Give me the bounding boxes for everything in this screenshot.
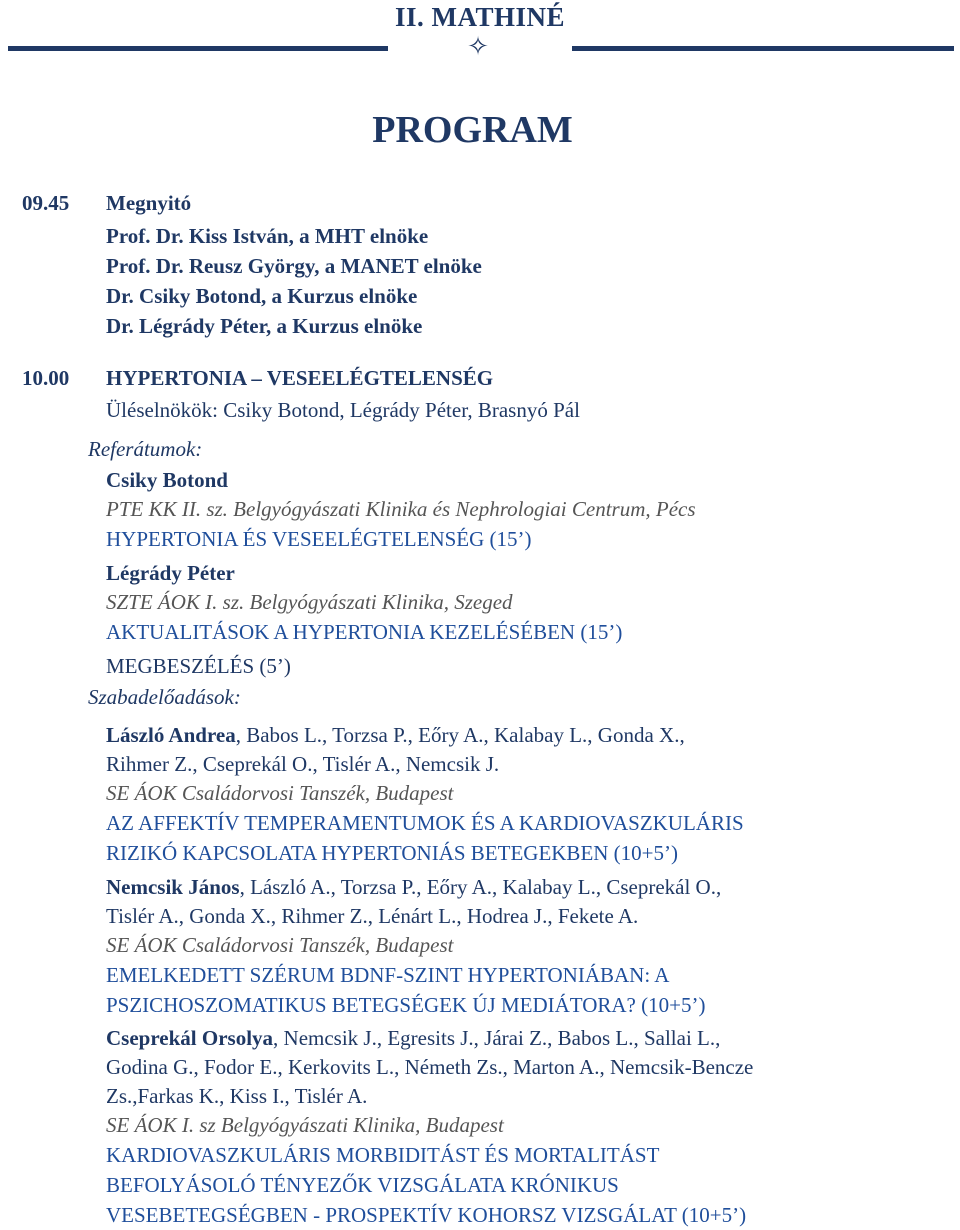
talk3-title-line2: BEFOLYÁSOLÓ TÉNYEZŐK VIZSGÁLATA KRÓNIKUS bbox=[106, 1173, 619, 1197]
talk1-affiliation: SE ÁOK Családorvosi Tanszék, Budapest bbox=[106, 781, 454, 805]
talk3-title-line3: VESEBETEGSÉGBEN - PROSPEKTÍV KOHORSZ VIZSGÁLAT (10+5’) bbox=[106, 1203, 747, 1227]
ref2-title: AKTUALITÁSOK A HYPERTONIA KEZELÉSÉBEN (15’) bbox=[106, 620, 623, 644]
ref1-title: HYPERTONIA ÉS VESEELÉGTELENSÉG (15’) bbox=[106, 527, 532, 551]
opening-speaker-2: Prof. Dr. Reusz György, a MANET elnöke bbox=[106, 254, 482, 278]
talk3-title-line1: KARDIOVASZKULÁRIS MORBIDITÁST ÉS MORTALITÁST bbox=[106, 1143, 660, 1167]
talk1-coauthors: , Babos L., Torzsa P., Eőry A., Kalabay L., Gonda X., bbox=[235, 723, 685, 747]
talk2-title-line2: PSZICHOSZOMATIKUS BETEGSÉGEK ÚJ MEDIÁTORA? (10+5’) bbox=[106, 993, 706, 1017]
session-chairs: Üléselnökök: Csiky Botond, Légrády Péter, Brasnyó Pál bbox=[106, 398, 580, 422]
four-point-star-icon: ✧ bbox=[467, 32, 489, 62]
talk3-authors-line1 bbox=[106, 1025, 720, 1051]
session-title: HYPERTONIA – VESEELÉGTELENSÉG bbox=[106, 366, 494, 390]
ref1-author: Csiky Botond bbox=[106, 468, 228, 492]
talk2-authors-line2: Tislér A., Gonda X., Rihmer Z., Lénárt L., Hodrea J., Fekete A. bbox=[106, 904, 639, 928]
discussion: MEGBESZÉLÉS (5’) bbox=[106, 654, 291, 678]
talk1-title-line1: AZ AFFEKTÍV TEMPERAMENTUMOK ÉS A KARDIOVASZKULÁRIS bbox=[106, 811, 744, 835]
header-rule-right bbox=[572, 46, 954, 51]
talk2-title-line1: EMELKEDETT SZÉRUM BDNF-SZINT HYPERTONIÁBAN: A bbox=[106, 963, 670, 987]
szabad-label: Szabadelőadások: bbox=[88, 685, 241, 709]
talk2-authors-line1 bbox=[106, 874, 721, 900]
referatumok-label: Referátumok: bbox=[88, 437, 203, 461]
ref2-author: Légrády Péter bbox=[106, 561, 235, 585]
talk2-coauthors: , László A., Torzsa P., Eőry A., Kalabay L., Cseprekál O., bbox=[239, 875, 722, 899]
talk1-authors-line1 bbox=[106, 722, 685, 748]
opening-speaker-1: Prof. Dr. Kiss István, a MHT elnöke bbox=[106, 224, 429, 248]
talk3-lead-author: Cseprekál Orsolya bbox=[106, 1026, 274, 1050]
talk3-affiliation: SE ÁOK I. sz Belgyógyászati Klinika, Budapest bbox=[106, 1113, 504, 1137]
session-time: 10.00 bbox=[22, 366, 70, 390]
talk1-authors-line2: Rihmer Z., Cseprekál O., Tislér A., Nemcsik J. bbox=[106, 752, 500, 776]
opening-speaker-4: Dr. Légrády Péter, a Kurzus elnöke bbox=[106, 314, 423, 338]
opening-time: 09.45 bbox=[22, 191, 70, 215]
talk3-authors-line3: Zs.,Farkas K., Kiss I., Tislér A. bbox=[106, 1084, 368, 1108]
program-title: PROGRAM bbox=[372, 109, 573, 151]
opening-title: Megnyitó bbox=[106, 191, 192, 215]
opening-speaker-3: Dr. Csiky Botond, a Kurzus elnöke bbox=[106, 284, 418, 308]
header-rule-left bbox=[8, 46, 388, 51]
talk2-lead-author: Nemcsik János bbox=[106, 875, 240, 899]
ref1-affiliation: PTE KK II. sz. Belgyógyászati Klinika és Nephrologiai Centrum, Pécs bbox=[106, 497, 696, 521]
talk3-authors-line2: Godina G., Fodor E., Kerkovits L., Németh Zs., Marton A., Nemcsik-Bencze bbox=[106, 1055, 754, 1079]
talk2-affiliation: SE ÁOK Családorvosi Tanszék, Budapest bbox=[106, 933, 454, 957]
talk1-title-line2: RIZIKÓ KAPCSOLATA HYPERTONIÁS BETEGEKBEN (10+5’) bbox=[106, 841, 679, 865]
talk1-lead-author: László Andrea bbox=[106, 723, 236, 747]
header-title: II. MATHINÉ bbox=[394, 2, 566, 32]
ref2-affiliation: SZTE ÁOK I. sz. Belgyógyászati Klinika, Szeged bbox=[106, 590, 513, 614]
talk3-coauthors: , Nemcsik J., Egresits J., Járai Z., Babos L., Sallai L., bbox=[273, 1026, 721, 1050]
